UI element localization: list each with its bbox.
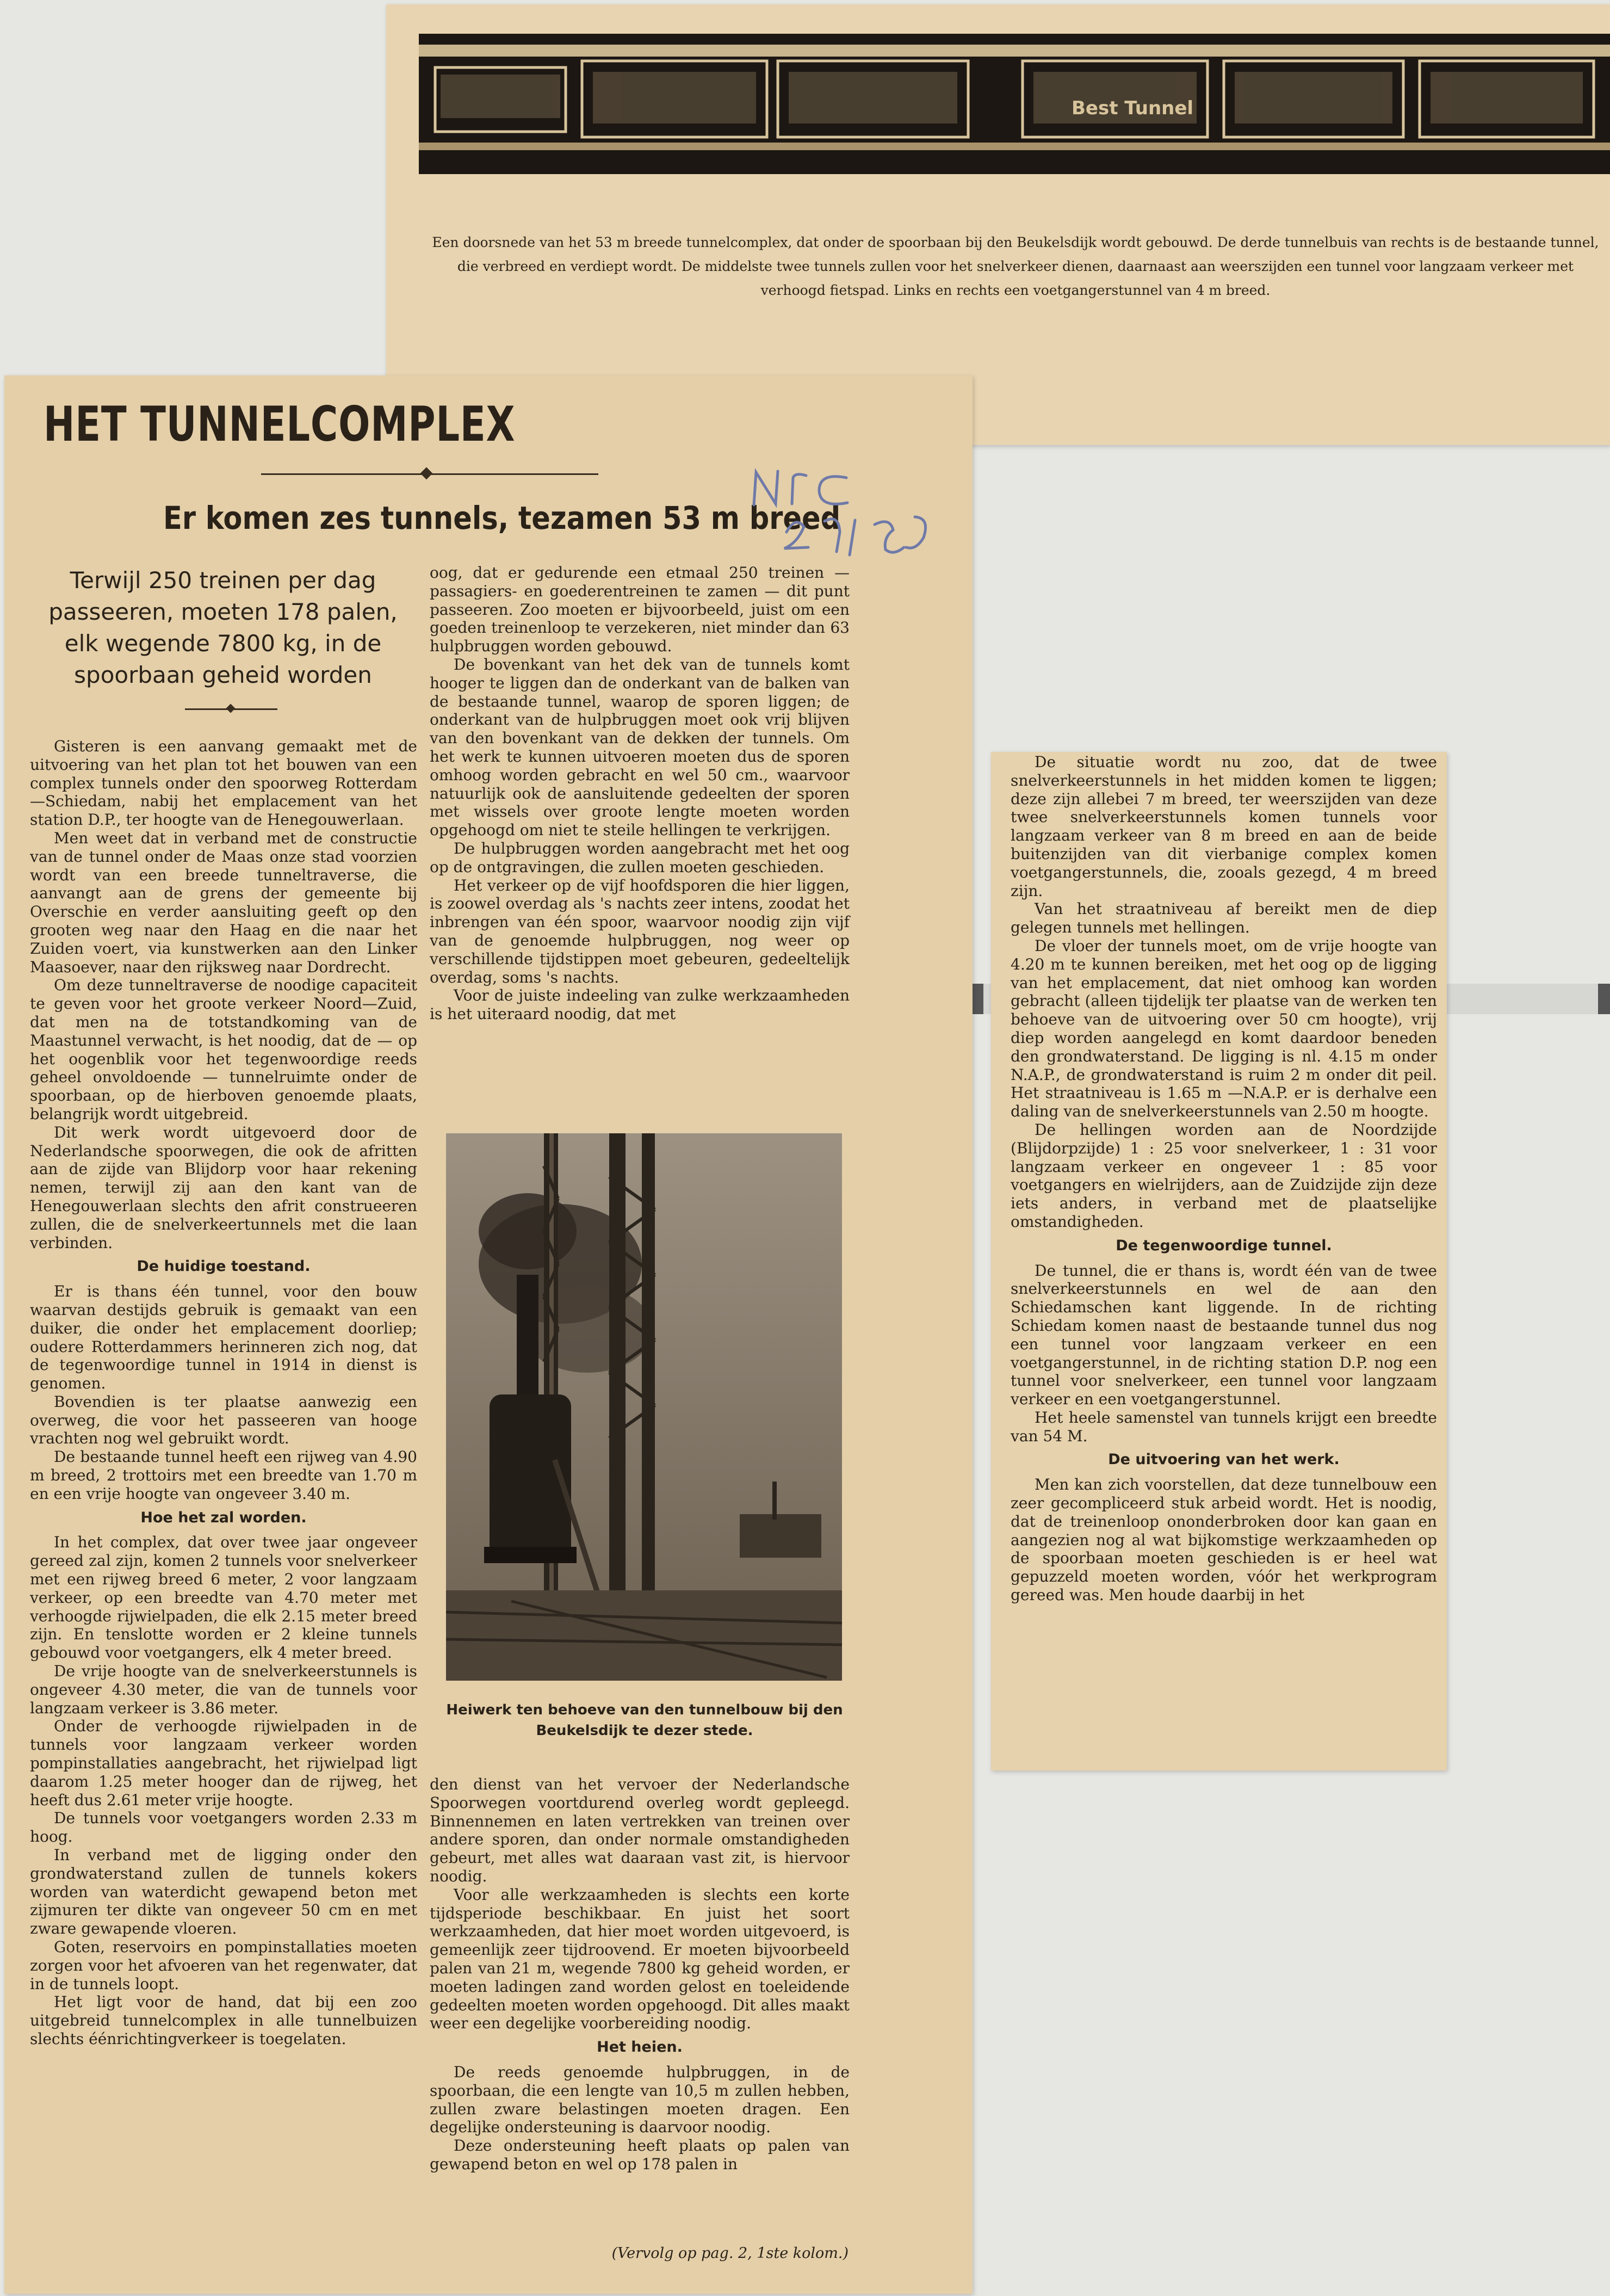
paragraph: De reeds genoemde hulpbruggen, in de spoorbaan, die een lengte van 10,5 m zullen hebben, zullen zware belastingen moeten dragen. Een degelijke ondersteuning is daarvoor noodig. — [430, 2063, 850, 2137]
paragraph: Men weet dat in verband met de constructie van de tunnel onder de Maas onze stad voorzien wordt van een breede tunneltraverse, die aanvangt aan de grens der gemeente bij Overschie en verder aansluiting geeft op den grooten weg naar den Haag en die naar het Zuiden voert, via kunstwerken aan den Linker Maasoever, naar den rijksweg naar Dordrecht. — [30, 829, 417, 976]
paragraph: den dienst van het vervoer der Nederlandsche Spoorwegen voortdurend overleg wordt gepleegd. Binnennemen en laten vertrekken van treinen over andere sporen, dan onder normale omstandigheden gebeurt, met alles wat daaraan vast zit, is hiervoor noodig. — [430, 1775, 850, 1885]
section-heading: De uitvoering van het werk. — [1108, 1451, 1340, 1468]
paragraph: De vrije hoogte van de snelverkeerstunnels is ongeveer 4.30 meter, die van de tunnels voor langzaam verkeer is 3.86 meter. — [30, 1662, 417, 1717]
paragraph: Dit werk wordt uitgevoerd door de Nederlandsche spoorwegen, die ook de afritten aan de zijde van Blijdorp voor haar rekening nemen, terwijl zij aan den kant van de Henegouwerlaan slechts den afrit construeeren zullen, die de snelverkeertunnels met die laan verbinden. — [30, 1123, 417, 1252]
illustration-label: Best Tunnel — [1072, 97, 1194, 119]
article-column-1 — [30, 737, 417, 2048]
paragraph: De vloer der tunnels moet, om de vrije hoogte van 4.20 m te kunnen bereiken, met het oog op de ligging van het emplacement, dat niet omhoog kan worden gebracht (alleen tijdelijk ter plaatse van de werken ten behoeve van de uitvoering over 50 cm hoogte), vrij diep worden aangelegd en komt daardoor beneden den grondwaterstand. De ligging is nl. 4.15 m onder N.A.P., de grondwaterstand is ruim 2 m onder dit peil. Het straatniveau is 1.65 m —N.A.P. er is derhalve een daling van de snelverkeerstunnels van 2.50 m hoogte. — [1011, 936, 1437, 1121]
paragraph: Van het straatniveau af bereikt men de diep gelegen tunnels met hellingen. — [1011, 900, 1437, 937]
paragraph: De situatie wordt nu zoo, dat de twee snelverkeerstunnels in het midden komen te liggen; deze zijn allebei 7 m breed, ter weerszijden van deze twee snelverkeerstunnels komen tunnels voor langzaam verkeer van 8 m breed en aan de beide buitenzijden van dit vierbanige complex komen voetgangerstunnels, die, zooals gezegd, 4 m breed zijn. — [1011, 753, 1437, 900]
paragraph: Om deze tunneltraverse de noodige capaciteit te geven voor het groote verkeer Noord—Zuid, dat men na de totstandkoming van de Maastunnel verwacht, is het noodig, dat de — op het oogenblik voor het tegenwoordige reeds geheel onvoldoende — tunnelruimte onder de spoorbaan, op de hierboven genoemde plaats, belangrijk wordt uitgebreid. — [30, 976, 417, 1123]
paragraph: In het complex, dat over twee jaar ongeveer gereed zal zijn, komen 2 tunnels voor snelverkeer met een rijweg breed 6 meter, 2 voor langzaam verkeer, op een breedte van 4.70 meter met verhoogde rijwielpaden, die elk 2.15 meter breed zijn. En tenslotte worden er 2 kleine tunnels gebouwd voor voetgangers, elk 4 meter breed. — [30, 1533, 417, 1662]
pile-driving-photo — [446, 1133, 842, 1681]
paragraph: Deze ondersteuning heeft plaats op palen van gewapend beton en wel op 178 palen in — [430, 2137, 850, 2173]
paragraph: Gisteren is een aanvang gemaakt met de uitvoering van het plan tot het bouwen van een complex tunnels onder den spoorweg Rotterdam—Schiedam, nabij het emplacement van het station D.P., ter hoogte van de Henegouwerlaan. — [30, 737, 417, 829]
paragraph: De tunnels voor voetgangers worden 2.33 m hoog. — [30, 1809, 417, 1846]
subheadline: Er komen zes tunnels, tezamen 53 m breed — [163, 499, 841, 536]
section-heading: Hoe het zal worden. — [140, 1509, 307, 1526]
paragraph: In verband met de ligging onder den grondwaterstand zullen de tunnels kokers worden van waterdicht gewapend beton met zijmuren ter dikte van ongeveer 50 cm en met zware gewapende vloeren. — [30, 1846, 417, 1938]
headline: HET TUNNELCOMPLEX — [44, 396, 516, 452]
section-heading: Het heien. — [597, 2039, 683, 2056]
paragraph: Goten, reservoirs en pompinstallaties moeten zorgen voor het afvoeren van het regenwater, dat in de tunnels loopt. — [30, 1938, 417, 1993]
article-column-2-continued — [430, 1775, 850, 2174]
section-heading: De tegenwoordige tunnel. — [1116, 1237, 1332, 1254]
handwritten-note — [743, 456, 939, 565]
paragraph: Het heele samenstel van tunnels krijgt een breedte van 54 M. — [1011, 1408, 1437, 1445]
section-heading: De huidige toestand. — [137, 1258, 311, 1275]
paragraph: De tunnel, die er thans is, wordt één van de twee snelverkeerstunnels en wel de aan den Schiedamschen kant liggende. In de richting Schiedam komen naast de bestaande tunnel dus nog een tunnel voor langzaam verkeer en een voetgangerstunnel, in de richting station D.P. nog een tunnel voor snelverkeer, een tunnel voor langzaam verkeer en een voetgangerstunnel. — [1011, 1261, 1437, 1409]
continuation-note: (Vervolg op pag. 2, 1ste kolom.) — [611, 2245, 849, 2262]
deck-summary: Terwijl 250 treinen per dag passeeren, moeten 178 palen, elk wegende 7800 kg, in de spoorbaan geheid worden — [48, 567, 398, 688]
article-column-2 — [430, 564, 850, 1023]
tunnel-cross-section-illustration — [419, 34, 1610, 174]
paragraph: Er is thans één tunnel, voor den bouw waarvan destijds gebruik is gemaakt van een duiker, die onder het emplacement doorliep; oudere Rotterdammers herinneren zich nog, dat de tegenwoordige tunnel in 1914 in dienst is genomen. — [30, 1282, 417, 1393]
paragraph: De bovenkant van het dek van de tunnels komt hooger te liggen dan de onderkant van de balken van de bestaande tunnel, waarop de sporen liggen; de onderkant van de hulpbruggen moet ook vrij blijven van den bovenkant van de dekken der tunnels. Om het werk te kunnen uitvoeren moeten dus de sporen omhoog worden gebracht en wel 50 cm., waarvoor natuurlijk ook de aansluitende gedeelten der sporen met wissels over groote lengte moeten worden opgehoogd om niet te steile hellingen te verkrijgen. — [430, 655, 850, 840]
paragraph: Onder de verhoogde rijwielpaden in de tunnels voor langzaam verkeer worden pompinstallaties aangebracht, het rijwielpad ligt daarom 1.25 meter hooger dan de rijweg, het heeft dus 2.61 meter vrije hoogte. — [30, 1717, 417, 1809]
paragraph: Voor de juiste indeeling van zulke werkzaamheden is het uiteraard noodig, dat met — [430, 986, 850, 1023]
article-column-3 — [1011, 753, 1437, 1604]
paragraph: oog, dat er gedurende een etmaal 250 treinen — passagiers- en goederentreinen te zamen — dit punt passeeren. Zoo moeten er bijvoorbeeld, juist om een goeden treinenloop te verzekeren, niet minder dan 63 hulpbruggen worden gebouwd. — [430, 564, 850, 656]
photo-caption: Heiwerk ten behoeve van den tunnelbouw bij den Beukelsdijk te dezer stede. — [446, 1702, 843, 1739]
paragraph: De hulpbruggen worden aangebracht met het oog op de ontgravingen, die zullen moeten geschieden. — [430, 839, 850, 876]
paragraph: Het verkeer op de vijf hoofdsporen die hier liggen, is zoowel overdag als 's nachts zeer intens, zoodat het inbrengen van één spoor, waarvoor noodig zijn vijf van de genoemde hulpbruggen, nog weer op verschillende tijdstippen moet gebeuren, gedeeltelijk overdag, soms 's nachts. — [430, 876, 850, 986]
paragraph: Het ligt voor de hand, dat bij een zoo uitgebreid tunnelcomplex in alle tunnelbuizen slechts éénrichtingverkeer is toegelaten. — [30, 1993, 417, 2048]
top-caption: Een doorsnede van het 53 m breede tunnelcomplex, dat onder de spoorbaan bij den Beukelsdijk wordt gebouwd. De derde tunnelbuis van rechts is de bestaande tunnel, die verbreed en verdiept wordt. De middelste twee tunnels zullen voor het snelverkeer dienen, daarnaast aan weerszijden een tunnel voor langzaam verkeer met verhoogd fietspad. Links en rechts een voetgangerstunnel van 4 m breed. — [432, 234, 1599, 298]
paragraph: De hellingen worden aan de Noordzijde (Blijdorpzijde) 1 : 25 voor snelverkeer, 1 : 31 voor langzaam verkeer en ongeveer 1 : 85 voor voetgangers en wielrijders, aan de Zuidzijde zijn deze iets anders, in verband met de plaatselijke omstandigheden. — [1011, 1120, 1437, 1231]
paragraph: Voor alle werkzaamheden is slechts een korte tijdsperiode beschikbaar. En juist het soort werkzaamheden, dat hier moet worden uitgevoerd, is gemeenlijk zeer tijdroovend. Er moeten bijvoorbeeld palen van 21 m, wegende 7800 kg geheid worden, er moeten ladingen zand worden gelost en toeleidende gedeelten moeten worden opgehoogd. Dit alles maakt weer een degelijke voorbereiding noodig. — [430, 1885, 850, 2033]
paragraph: De bestaande tunnel heeft een rijweg van 4.90 m breed, 2 trottoirs met een breedte van 1.70 m en een vrije hoogte van ongeveer 3.40 m. — [30, 1448, 417, 1503]
paragraph: Bovendien is ter plaatse aanwezig een overweg, die voor het passeeren van hooge vrachten nog wel gebruikt wordt. — [30, 1392, 417, 1448]
paragraph: Men kan zich voorstellen, dat deze tunnelbouw een zeer gecompliceerd stuk arbeid wordt. Het is noodig, dat de treinenloop ononderbroken door kan gaan en aangezien nog al wat bijkomstige werkzaamheden op de spoorbaan moeten geschieden is er heel wat gepuzzeld moeten worden, vóór het werkprogram gereed was. Men houde daarbij in het — [1011, 1476, 1437, 1604]
